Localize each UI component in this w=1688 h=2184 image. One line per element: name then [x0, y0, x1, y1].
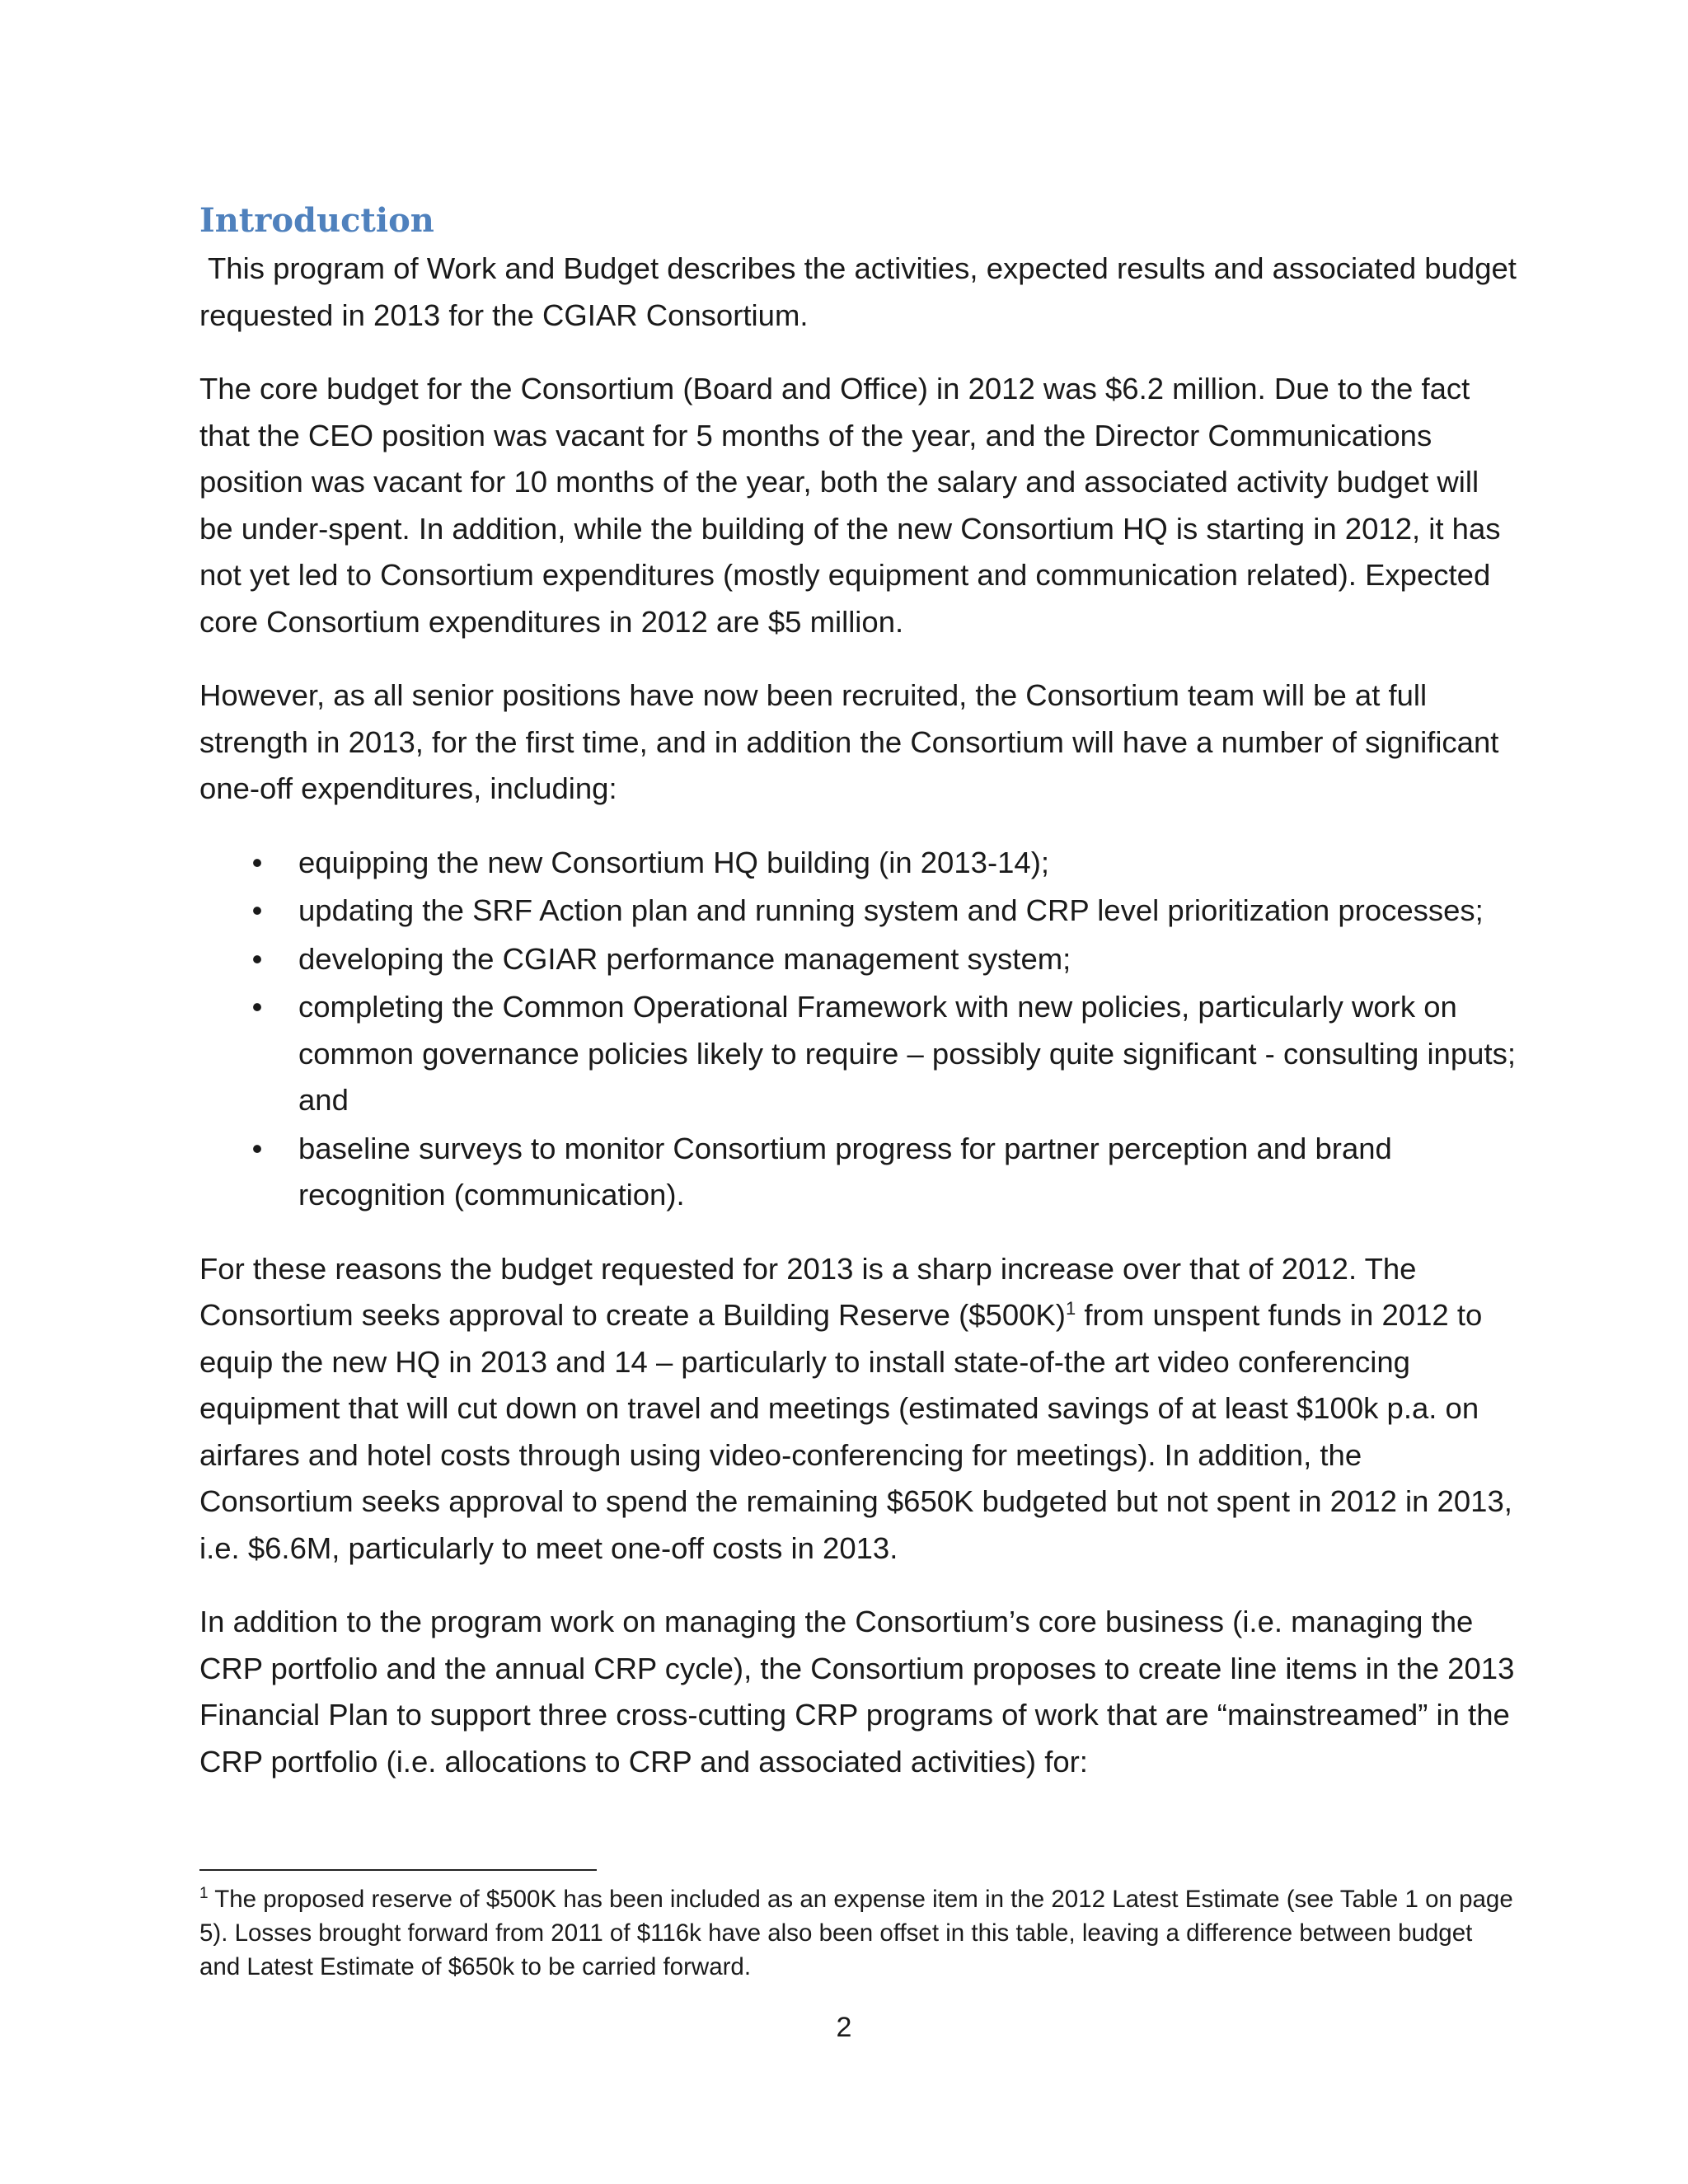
- section-heading: Introduction: [199, 201, 434, 240]
- budget-increase-paragraph: [199, 1246, 1518, 1572]
- budget-increase-text-start: For these reasons the budget requested for 2013 is a sharp increase over that of 2012. The Consortium seeks approval to create a Building Reserve ($500K): [199, 1251, 1417, 1332]
- bullet-icon: •: [251, 893, 263, 927]
- list-item-text: developing the CGIAR performance management system;: [298, 941, 1071, 976]
- footnote-reference[interactable]: 1: [1065, 1297, 1076, 1319]
- bullet-icon: •: [251, 941, 263, 976]
- list-item: [199, 1126, 1518, 1219]
- list-item: [199, 936, 1518, 983]
- list-item: [199, 984, 1518, 1124]
- bullet-icon: •: [251, 990, 263, 1024]
- list-item-text: equipping the new Consortium HQ building (in 2013-14);: [298, 845, 1050, 879]
- list-item-text: updating the SRF Action plan and running system and CRP level prioritization processes;: [298, 893, 1484, 927]
- list-item-text: completing the Common Operational Framework with new policies, particularly work on common governance policies likely to require – possibly quite significant - consulting inputs; and: [298, 990, 1516, 1117]
- cross-cutting-paragraph: In addition to the program work on managing the Consortium’s core business (i.e. managing the CRP portfolio and the annual CRP cycle), the Consortium proposes to create line items in the 2013 Financial Plan to support three cross-cutting CRP programs of work that are “mainstreamed” in the CRP portfolio (i.e. allocations to CRP and associated activities) for:: [199, 1605, 1515, 1779]
- footnote: [199, 1882, 1518, 1984]
- list-item: [199, 888, 1518, 935]
- core-budget-paragraph: The core budget for the Consortium (Board and Office) in 2012 was $6.2 million. Due to the fact that the CEO position was vacant for 5 months of the year, and the Director Communications position was vacant for 10 months of the year, both the salary and associated activity budget will be under-spent. In addition, while the building of the new Consortium HQ is starting in 2012, it has not yet led to Consortium expenditures (mostly equipment and communication related). Expected core Consortium expenditures in 2012 are $5 million.: [199, 372, 1501, 639]
- list-item-text: baseline surveys to monitor Consortium progress for partner perception and brand recognition (communication).: [298, 1131, 1392, 1212]
- page-body: [199, 196, 1518, 1812]
- budget-increase-text-end: from unspent funds in 2012 to equip the new HQ in 2013 and 14 – particularly to install state-of-the art video conferencing equipment that will cut down on travel and meetings (estimated savings of at least $100k p.a. on airfares and hotel costs through using video-conferencing for meetings). In addition, the Consortium seeks approval to spend the remaining $650K budgeted but not spent in 2012 in 2013, i.e. $6.6M, particularly to meet one-off costs in 2013.: [199, 1298, 1512, 1565]
- intro-paragraph: This program of Work and Budget describes the activities, expected results and associated budget requested in 2013 for the CGIAR Consortium.: [199, 251, 1517, 332]
- expenditure-list: [199, 840, 1518, 1219]
- page-number: 2: [836, 2012, 852, 2043]
- senior-positions-paragraph: However, as all senior positions have now been recruited, the Consortium team will be at full strength in 2013, for the first time, and in addition the Consortium will have a number of significant one-off expenditures, including:: [199, 678, 1499, 805]
- footnote-separator: [199, 1869, 597, 1871]
- bullet-icon: •: [251, 845, 263, 879]
- footnote-text: The proposed reserve of $500K has been included as an expense item in the 2012 Latest Estimate (see Table 1 on page 5). Losses brought forward from 2011 of $116k have also been offset in this table, leaving a difference between budget and Latest Estimate of $650k to be carried forward.: [199, 1886, 1513, 1980]
- footnote-marker: 1: [199, 1885, 209, 1903]
- bullet-icon: •: [251, 1131, 263, 1165]
- list-item: [199, 840, 1518, 887]
